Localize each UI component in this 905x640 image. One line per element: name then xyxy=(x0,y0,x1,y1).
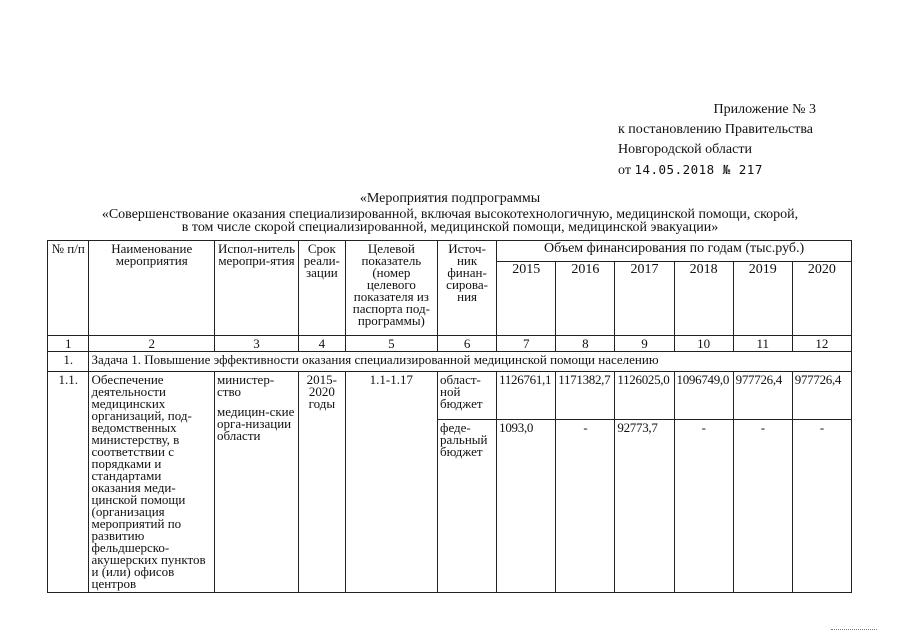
column-number: 9 xyxy=(615,336,674,352)
header-name: Наименование мероприятия xyxy=(89,241,215,336)
header-year: 2015 xyxy=(497,262,556,336)
header-year: 2019 xyxy=(733,262,792,336)
header-funding: Объем финансирования по годам (тыс.руб.) xyxy=(497,241,852,262)
amount-cell: 1171382,7 xyxy=(556,372,615,420)
header-num: № п/п xyxy=(48,241,89,336)
column-number: 12 xyxy=(792,336,851,352)
activity-row xyxy=(48,372,852,420)
appendix-title: Приложение № 3 xyxy=(713,102,816,117)
column-number: 10 xyxy=(674,336,733,352)
header-term: Срок реали-зации xyxy=(299,241,346,336)
date-prefix: от xyxy=(618,163,631,178)
amount-cell: - xyxy=(792,419,851,592)
amount-cell: - xyxy=(674,419,733,592)
task-num: 1. xyxy=(48,352,89,372)
header-target: Целевой показатель (номер целевого показателя из паспорта под-программы) xyxy=(345,241,437,336)
column-number: 6 xyxy=(438,336,497,352)
appendix-resolution: к постановлению Правительства xyxy=(618,122,814,137)
executor-medical-orgs: медицин-ские орга-низации области xyxy=(217,404,295,443)
amount-cell: - xyxy=(556,419,615,592)
amount-cell: 977726,4 xyxy=(733,372,792,420)
executor-ministry: министер-ство xyxy=(217,372,275,399)
header-year: 2016 xyxy=(556,262,615,336)
header-executor: Испол-нитель меропри-ятия xyxy=(215,241,299,336)
column-number: 8 xyxy=(556,336,615,352)
task-row xyxy=(48,352,852,372)
header-year: 2018 xyxy=(674,262,733,336)
column-number: 4 xyxy=(299,336,346,352)
task-text: Задача 1. Повышение эффективности оказания специализированной медицинской помощи населению xyxy=(89,352,852,372)
source-regional: област-ной бюджет xyxy=(438,372,497,420)
column-numbers-row xyxy=(48,336,852,352)
scan-artifact xyxy=(831,629,877,634)
header-source: Источ-ник финан-сирова-ния xyxy=(438,241,497,336)
column-number: 3 xyxy=(215,336,299,352)
amount-cell: 1126025,0 xyxy=(615,372,674,420)
column-number: 11 xyxy=(733,336,792,352)
column-number: 1 xyxy=(48,336,89,352)
activity-executor xyxy=(215,372,299,593)
appendix-block xyxy=(618,100,830,181)
header-year: 2020 xyxy=(792,262,851,336)
amount-cell: 977726,4 xyxy=(792,372,851,420)
column-number: 2 xyxy=(89,336,215,352)
amount-cell: 1096749,0 xyxy=(674,372,733,420)
appendix-date-line xyxy=(618,160,830,181)
source-federal: феде-ральный бюджет xyxy=(438,419,497,592)
title-line-2: «Совершенствование оказания специализированной, включая высокотехнологичную, медицинской помощи, скорой, xyxy=(101,207,799,222)
appendix-region: Новгородской области xyxy=(618,142,752,157)
amount-cell: 1093,0 xyxy=(497,419,556,592)
activity-num: 1.1. xyxy=(48,372,89,593)
amount-cell: 92773,7 xyxy=(615,419,674,592)
column-number: 5 xyxy=(345,336,437,352)
activity-name: Обеспечение деятельности медицинских организаций, под-ведомственных министерству, в соответствии с порядками и стандартами оказания меди-цинской помощи (организация мероприятий по развитию фельдшерско-акушерских пунктов и (или) офисов центров xyxy=(89,372,215,593)
activity-term: 2015-2020 годы xyxy=(299,372,346,593)
activities-table xyxy=(47,240,852,593)
amount-cell: 1126761,1 xyxy=(497,372,556,420)
date-value: 14.05.2018 № 217 xyxy=(634,162,763,177)
column-number: 7 xyxy=(497,336,556,352)
activity-target: 1.1-1.17 xyxy=(345,372,437,593)
title-line-3: в том числе скорой специализированной, медицинской помощи, медицинской эвакуации» xyxy=(181,220,719,235)
header-year: 2017 xyxy=(615,262,674,336)
title-line-1: «Мероприятия подпрограммы xyxy=(359,191,541,206)
header-row-1 xyxy=(48,241,852,262)
amount-cell: - xyxy=(733,419,792,592)
